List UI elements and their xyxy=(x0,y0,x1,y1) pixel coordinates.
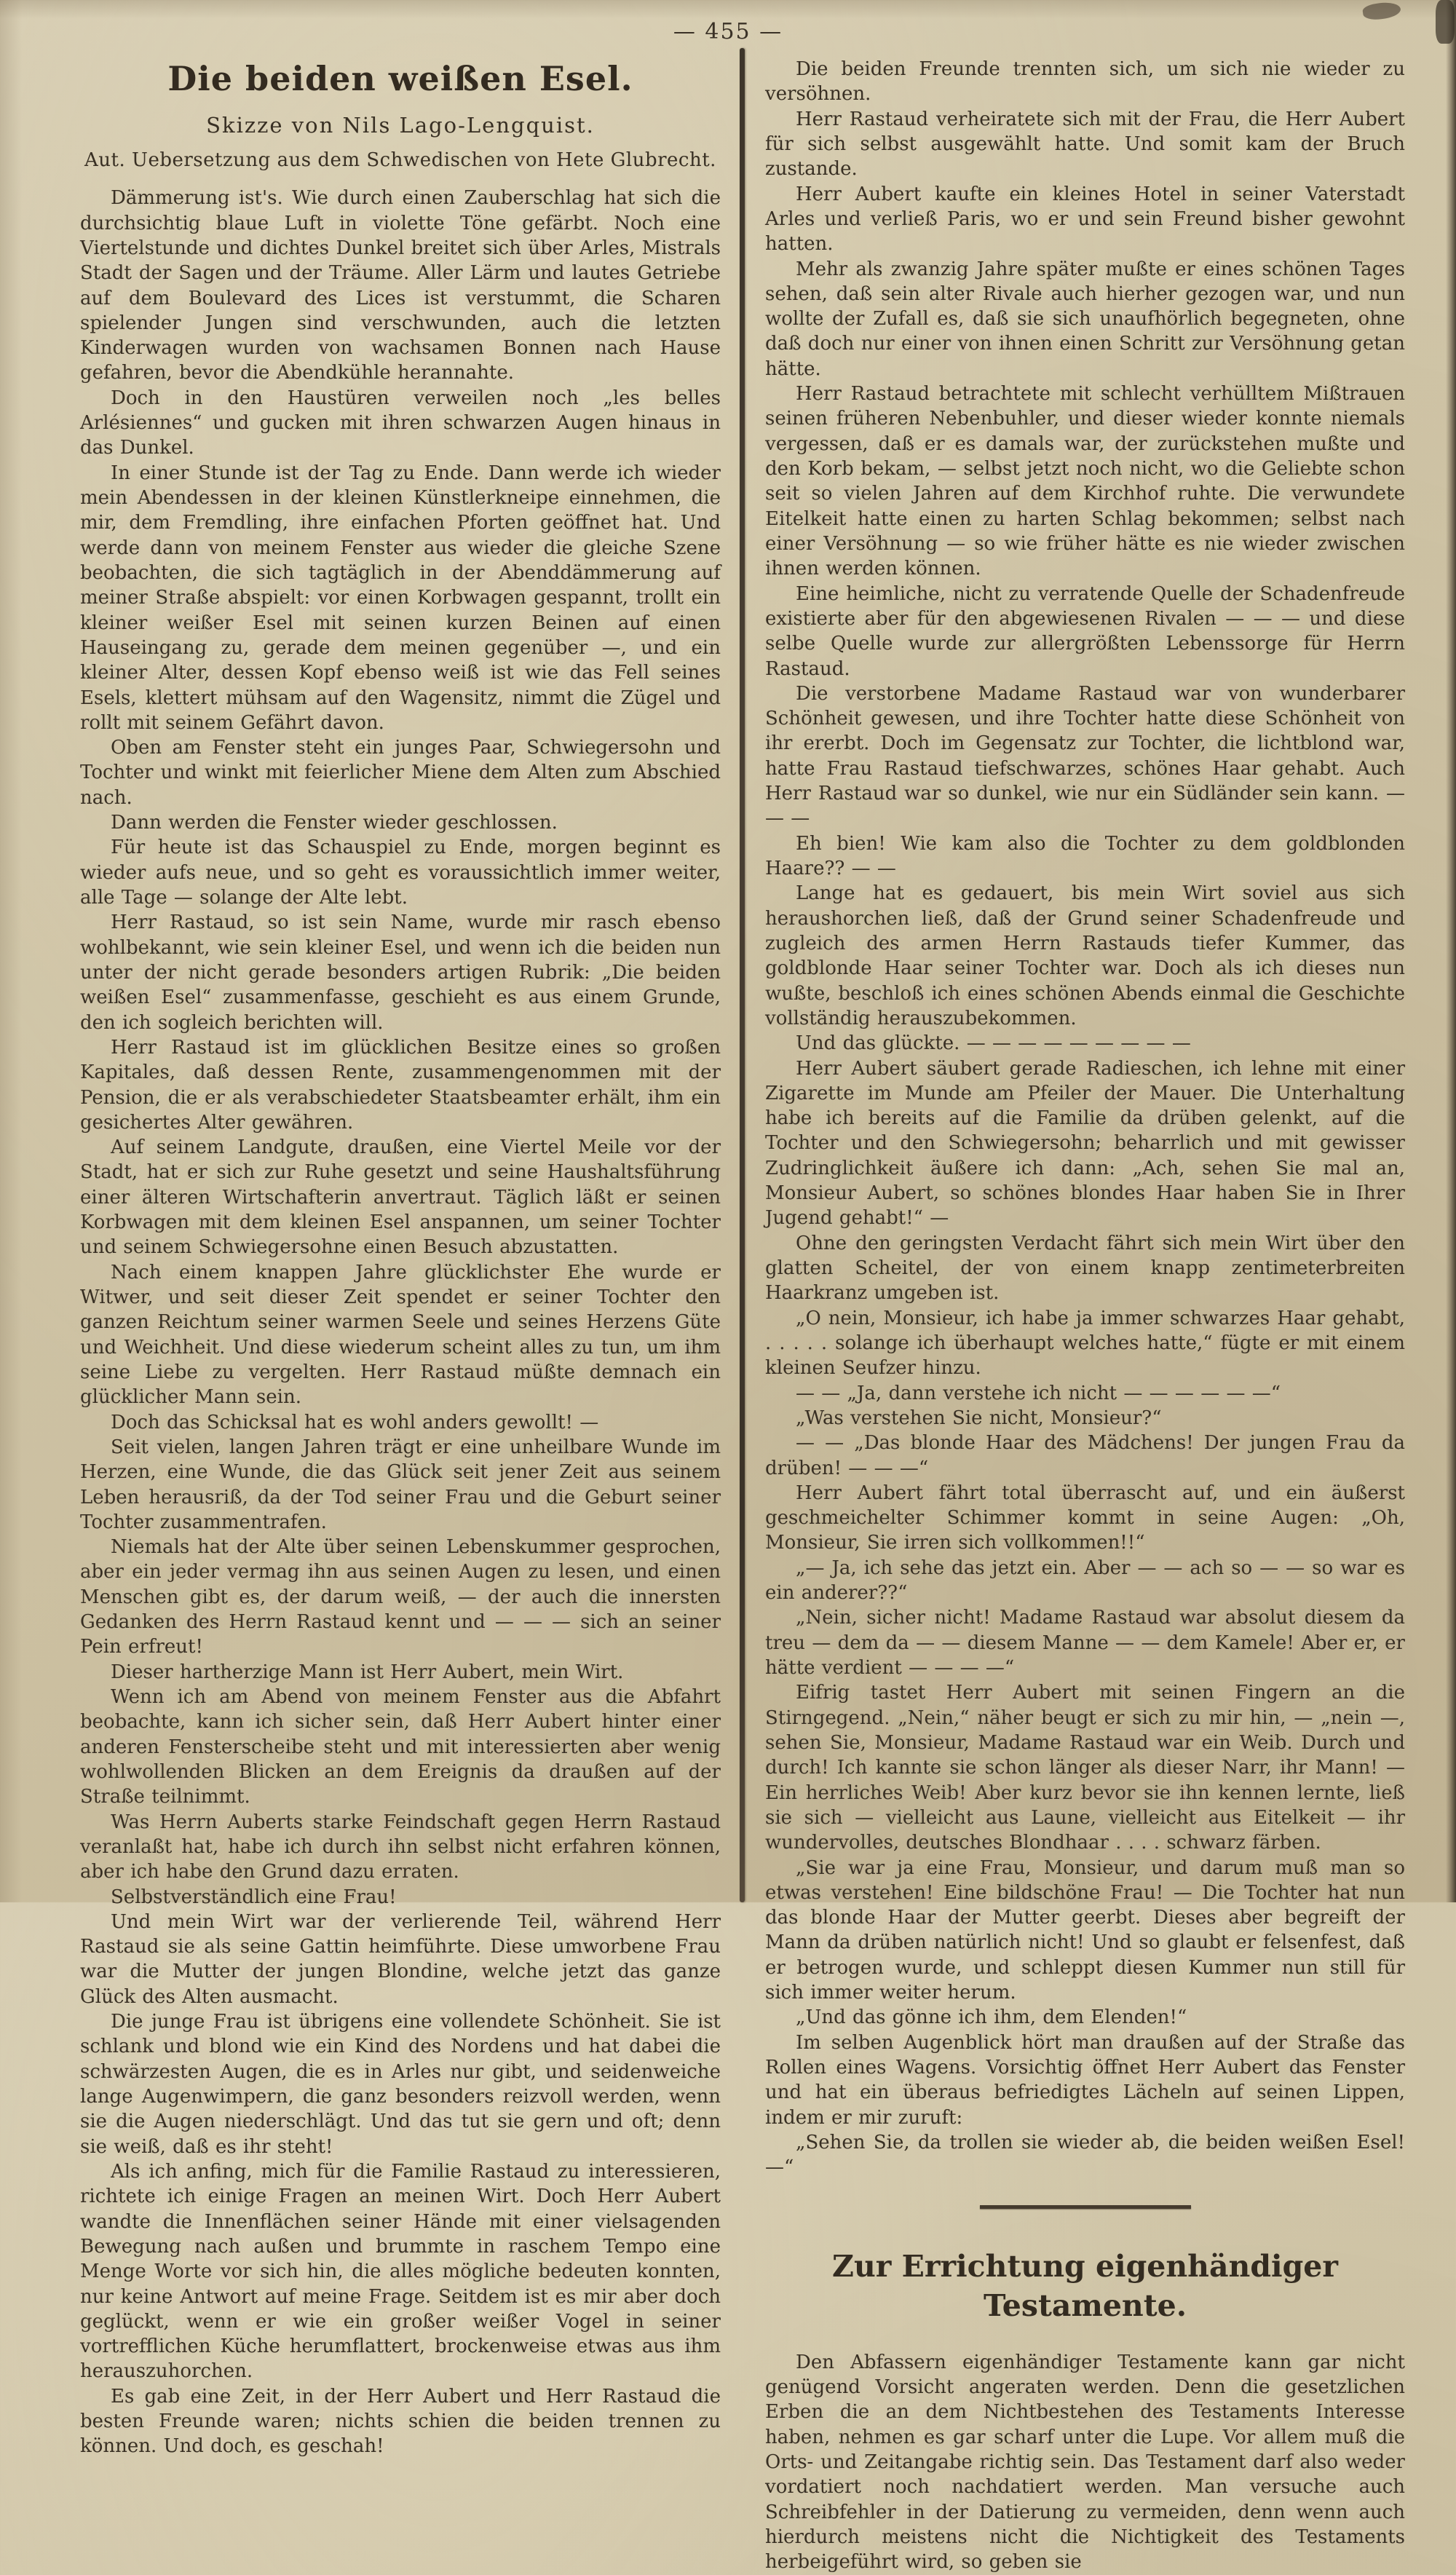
article1-subtitle: Skizze von Nils Lago-Lengquist. xyxy=(206,112,595,138)
paragraph: Herr Rastaud betrachtete mit schlecht verhülltem Mißtrauen seinen früheren Nebenbuhler, und dieser wieder konnte niemals vergessen, daß er es damals war, der zurückstehen mußte und den Korb bekam, — selbst jetzt noch nicht, wo die Geliebte schon seit so vielen Jahren auf dem Kirchhof ruhte. Die verwundete Eitelkeit hatte einen zu harten Schlag bekommen; selbst nach einer Versöhnung — so wie früher hätte es nie wieder zwischen ihnen werden können. xyxy=(765,383,1405,580)
paragraph: Herr Rastaud verheiratete sich mit der Frau, die Herr Aubert für sich selbst ausgewählt hatte. Und somit kam der Bruch zustande. xyxy=(765,108,1405,181)
column-divider-rule xyxy=(740,48,745,1902)
paragraph: Selbstverständlich eine Frau! xyxy=(111,1886,397,1908)
paragraph: „— Ja, ich sehe das jetzt ein. Aber — — ach so — — so war es ein anderer??“ xyxy=(765,1557,1405,1605)
left-column xyxy=(80,57,740,2458)
article1-right-text xyxy=(765,57,1405,2180)
paragraph: Was Herrn Auberts starke Feindschaft gegen Herrn Rastaud veranlaßt hat, habe ich durch ihn selbst nicht erfahren können, aber ich habe den Grund dazu erraten. xyxy=(80,1811,721,1883)
paragraph: Herr Aubert kaufte ein kleines Hotel in seiner Vaterstadt Arles und verließ Paris, wo er und sein Freund bisher gewohnt hatten. xyxy=(765,183,1405,256)
paragraph: „Sehen Sie, da trollen sie wieder ab, die beiden weißen Esel! —“ xyxy=(765,2131,1405,2179)
paragraph: Oben am Fenster steht ein junges Paar, Schwiegersohn und Tochter und winkt mit feierlicher Miene dem Alten zum Abschied nach. xyxy=(80,737,721,809)
paragraph: Die junge Frau ist übrigens eine vollendete Schönheit. Sie ist schlank und blond wie ein Kind des Nordens und hat dabei die schwärzesten Augen, die es in Arles nur gibt, und seidenweiche lange Augenwimpern, die ganz besonders reizvoll werden, wenn sie die Augen niederschlägt. Und das tut sie gern und oft; denn sie weiß, daß es ihr steht! xyxy=(80,2011,721,2158)
article1-title: Die beiden weißen Esel. xyxy=(167,59,633,98)
paragraph: Lange hat es gedauert, bis mein Wirt soviel aus sich heraushorchen ließ, daß der Grund seiner Schadenfreude und zugleich des armen Herrn Rastauds tiefer Kummer, das goldblonde Haar seiner Tochter war. Doch als ich dieses nun wußte, beschloß ich eines schönen Abends einmal die Geschichte vollständig herauszubekommen. xyxy=(765,882,1405,1029)
paragraph: Wenn ich am Abend von meinem Fenster aus die Abfahrt beobachte, kann ich sicher sein, daß Herr Aubert hinter einer anderen Fensterscheibe steht und mit interessierten aber wenig wohlwollenden Blicken an dem Ereignis da draußen auf der Straße teilnimmt. xyxy=(80,1686,721,1808)
paragraph: Doch das Schicksal hat es wohl anders gewollt! — xyxy=(111,1411,599,1433)
paragraph: „Nein, sicher nicht! Madame Rastaud war absolut diesem da treu — dem da — — diesem Manne — — dem Kamele! Aber er, er hätte verdient — — — —“ xyxy=(765,1607,1405,1679)
paragraph: In einer Stunde ist der Tag zu Ende. Dann werde ich wieder mein Abendessen in der kleinen Künstlerkneipe einnehmen, die mir, dem Fremdling, ihre einfachen Pforten geöffnet hat. Und werde dann von meinem Fenster aus wieder die gleiche Szene beobachten, die sich tagtäglich in der Abenddämmerung auf meiner Straße abspielt: vor einen Korbwagen gespannt, trollt ein kleiner weißer Esel mit seinen kurzen Beinen auf einen Hauseingang zu, gerade dem meinen gegenüber —, und ein kleiner Alter, dessen Kopf ebenso weiß ist wie das Fell seines Esels, klettert mühsam auf den Wagensitz, nimmt die Zügel und rollt mit seinem Gefährt davon. xyxy=(80,462,721,734)
paragraph: — — „Das blonde Haar des Mädchens! Der jungen Frau da drüben! — — —“ xyxy=(765,1432,1405,1479)
paragraph: „Was verstehen Sie nicht, Monsieur?“ xyxy=(796,1407,1162,1429)
scan-edge-right xyxy=(1446,0,1456,1902)
paragraph: Im selben Augenblick hört man draußen auf der Straße das Rollen eines Wagens. Vorsichtig öffnet Herr Aubert das Fenster und hat ein überaus befriedigtes Lächeln auf seinen Lippen, indem er mir zuruft: xyxy=(765,2031,1405,2129)
paragraph: Auf seinem Landgute, draußen, eine Viertel Meile vor der Stadt, hat er sich zur Ruhe gesetzt und seine Haushaltsführung einer älteren Wirtschafterin anvertraut. Täglich läßt er seinen Korbwagen mit dem kleinen Esel anspannen, um seiner Tochter und seinem Schwiegersohne einen Besuch abzustatten. xyxy=(80,1136,721,1259)
paragraph: „O nein, Monsieur, ich habe ja immer schwarzes Haar gehabt, . . . . . solange ich überhaupt welches hatte,“ fügte er mit einem kleinen Seufzer hinzu. xyxy=(765,1307,1405,1380)
paragraph: Und mein Wirt war der verlierende Teil, während Herr Rastaud sie als seine Gattin heimführte. Diese umworbene Frau war die Mutter der jungen Blondine, welche jetzt das ganze Glück des Alten ausmacht. xyxy=(80,1910,721,2008)
right-column xyxy=(745,57,1405,2574)
paragraph: Niemals hat der Alte über seinen Lebenskummer gesprochen, aber ein jeder vermag ihn aus seinen Augen zu lesen, und einen Menschen gibt es, der darum weiß, — der auch die innersten Gedanken des Herrn Rastaud kennt und — — — sich an seiner Pein erfreut! xyxy=(80,1536,721,1658)
paragraph: Eh bien! Wie kam also die Tochter zu dem goldblonden Haare?? — — xyxy=(765,832,1405,879)
article1-byline: Aut. Uebersetzung aus dem Schwedischen von Hete Glubrecht. xyxy=(84,149,716,171)
paragraph: Eifrig tastet Herr Aubert mit seinen Fingern an die Stirngegend. „Nein,“ näher beugt er sich zu mir hin, — „nein —, sehen Sie, Monsieur, Madame Rastaud war ein Weib. Durch und durch! Ich kannte sie schon länger als dieser Narr, ihr Mann! — Ein herrliches Weib! Aber kurz bevor sie ihn kennen lernte, ließ sie sich — vielleicht aus Laune, vielleicht aus Eitelkeit — ihr wundervolles, deutsches Blondhaar . . . . schwarz färben. xyxy=(765,1682,1405,1854)
paragraph: Ohne den geringsten Verdacht fährt sich mein Wirt über den glatten Scheitel, der von einem knapp zentimeterbreiten Haarkranz umgeben ist. xyxy=(765,1232,1405,1305)
article1-left-text xyxy=(80,186,721,2459)
paragraph: Die verstorbene Madame Rastaud war von wunderbarer Schönheit gewesen, und ihre Tochter hatte diese Schönheit von ihr ererbt. Doch im Gegensatz zur Tochter, die lichtblond war, hatte Frau Rastaud tiefschwarzes, schönes Haar gehabt. Auch Herr Rastaud war so dunkel, wie nur ein Südländer sein kann. — — — xyxy=(765,682,1405,830)
paragraph: Den Abfassern eigenhändiger Testamente kann gar nicht genügend Vorsicht angeraten werden. Denn die gesetzlichen Erben die an dem Nichtbestehen des Testaments Interesse haben, nehmen es gar scharf unter die Lupe. Vor allem muß die Orts- und Zeitangabe richtig sein. Das Testament darf also weder vordatiert noch nachdatiert werden. Man versuche auch Schreibfehler in der Datierung zu vermeiden, denn wenn auch hierdurch meistens nicht die Nichtigkeit des Testaments herbeigeführt wird, so geben sie xyxy=(765,2351,1405,2574)
paragraph: Dieser hartherzige Mann ist Herr Aubert, mein Wirt. xyxy=(111,1661,624,1683)
paragraph: „Und das gönne ich ihm, dem Elenden!“ xyxy=(796,2006,1187,2029)
paragraph: Als ich anfing, mich für die Familie Rastaud zu interessieren, richtete ich einige Fragen an meinen Wirt. Doch Herr Aubert wandte die Innenflächen seiner Hände mit einer vielsagenden Bewegung nach außen und brummte in raschem Tempo eine Menge Worte vor sich hin, die alles mögliche bedeuten konnten, nur keine Antwort auf meine Frage. Seitdem ist es mir aber doch geglückt, wenn er wie ein großer weißer Vogel in seiner vortrefflichen Küche herumflattert, brockenweise etwas aus ihm herauszuhorchen. xyxy=(80,2160,721,2383)
paragraph: „Sie war ja eine Frau, Monsieur, und darum muß man so etwas verstehen! Eine bildschöne Frau! — Die Tochter hat nun das blonde Haar der Mutter geerbt. Dieses aber begreift der Mann da drüben natürlich nicht! Und so glaubt er felsenfest, daß er betrogen wurde, und schleppt diesen Kummer nun still für sich immer weiter herum. xyxy=(765,1856,1405,2004)
paragraph: Herr Aubert säubert gerade Radieschen, ich lehne mit einer Zigarette im Munde am Pfeiler der Mauer. Die Unterhaltung habe ich bereits auf die Familie da drüben gelenkt, auf die Tochter und den Schwiegersohn; beharrlich und mit gewisser Zudringlichkeit äußere ich dann: „Ach, sehen Sie mal an, Monsieur Aubert, so schönes blondes Haar haben Sie in Ihrer Jugend gehabt!“ — xyxy=(765,1057,1405,1230)
paragraph: Die beiden Freunde trennten sich, um sich nie wieder zu versöhnen. xyxy=(765,58,1405,106)
scan-shadow-top xyxy=(0,0,1456,19)
article1-header xyxy=(80,57,721,173)
paragraph: Herr Rastaud ist im glücklichen Besitze eines so großen Kapitales, daß dessen Rente, zusammengenommen mit der Pension, die er als verabschiedeter Staatsbeamter erhält, ihm ein gesichertes Alter gewähren. xyxy=(80,1036,721,1134)
paragraph: Seit vielen, langen Jahren trägt er eine unheilbare Wunde im Herzen, eine Wunde, die das Glück seit jener Zeit aus seinem Leben herausriß, da der Tod seiner Frau und die Geburt seiner Tochter zusammentrafen. xyxy=(80,1436,721,1533)
paragraph: Nach einem knappen Jahre glücklichster Ehe wurde er Witwer, und seit dieser Zeit spendet er seiner Tochter den ganzen Reichtum seiner warmen Seele und seines Herzens Güte und Weichheit. Und diese wiederum scheint alles zu tun, um ihm seine Liebe zu vergelten. Herr Rastaud müßte demnach ein glücklicher Mann sein. xyxy=(80,1261,721,1409)
paragraph: Eine heimliche, nicht zu verratende Quelle der Schadenfreude existierte aber für den abgewiesenen Rivalen — — — und diese selbe Quelle wurde zur allergrößten Lebenssorge für Herrn Rastaud. xyxy=(765,582,1405,680)
page-number: — 455 — xyxy=(673,19,783,44)
scan-shadow-left xyxy=(0,0,22,1902)
paragraph: Herr Rastaud, so ist sein Name, wurde mir rasch ebenso wohlbekannt, wie sein kleiner Esel, und wenn ich die beiden nun unter der nicht gerade besonders artigen Rubrik: „Die beiden weißen Esel“ zusammenfasse, geschieht es aus einem Grunde, den ich sogleich berichten will. xyxy=(80,911,721,1034)
paragraph: Mehr als zwanzig Jahre später mußte er eines schönen Tages sehen, daß sein alter Rivale auch hierher gezogen war, und nun wollte der Zufall es, daß sie sich unaufhörlich begegneten, ohne daß doch nur einer von ihnen einen Schritt zur Versöhnung getan hätte. xyxy=(765,258,1405,380)
article2-title: Zur Errichtung eigenhändiger Testamente. xyxy=(832,2248,1338,2323)
article2-text xyxy=(765,2350,1405,2575)
paragraph: Es gab eine Zeit, in der Herr Aubert und Herr Rastaud die besten Freunde waren; nichts schien die beiden trennen zu können. Und doch, es geschah! xyxy=(80,2385,721,2458)
paragraph: Doch in den Haustüren verweilen noch „les belles Arlésiennes“ und gucken mit ihren schwarzen Augen hinaus in das Dunkel. xyxy=(80,387,721,459)
page-columns xyxy=(80,57,1405,2574)
paragraph: Herr Aubert fährt total überrascht auf, und ein äußerst geschmeichelter Schimmer kommt in seine Augen: „Oh, Monsieur, Sie irren sich vollkommen!!“ xyxy=(765,1482,1405,1554)
paragraph: — — „Ja, dann verstehe ich nicht — — — — — —“ xyxy=(796,1382,1281,1404)
section-divider-rule xyxy=(980,2205,1191,2209)
paragraph: Und das glückte. — — — — — — — — — xyxy=(796,1032,1191,1055)
paragraph: Für heute ist das Schauspiel zu Ende, morgen beginnt es wieder aufs neue, und so geht es voraussichtlich immer weiter, alle Tage — solange der Alte lebt. xyxy=(80,836,721,909)
paragraph: Dämmerung ist's. Wie durch einen Zauberschlag hat sich die durchsichtig blaue Luft in violette Töne gefärbt. Noch eine Viertelstunde und dichtes Dunkel breitet sich über Arles, Mistrals Stadt der Sagen und der Träume. Aller Lärm und lautes Getriebe auf dem Boulevard des Lices ist verstummt, die Scharen spielender Jungen sind verschwunden, auch die letzten Kinderwagen wurden von wachsamen Bonnen nach Hause gefahren, bevor die Abendkühle herannahte. xyxy=(80,187,721,384)
paragraph: Dann werden die Fenster wieder geschlossen. xyxy=(111,812,558,834)
